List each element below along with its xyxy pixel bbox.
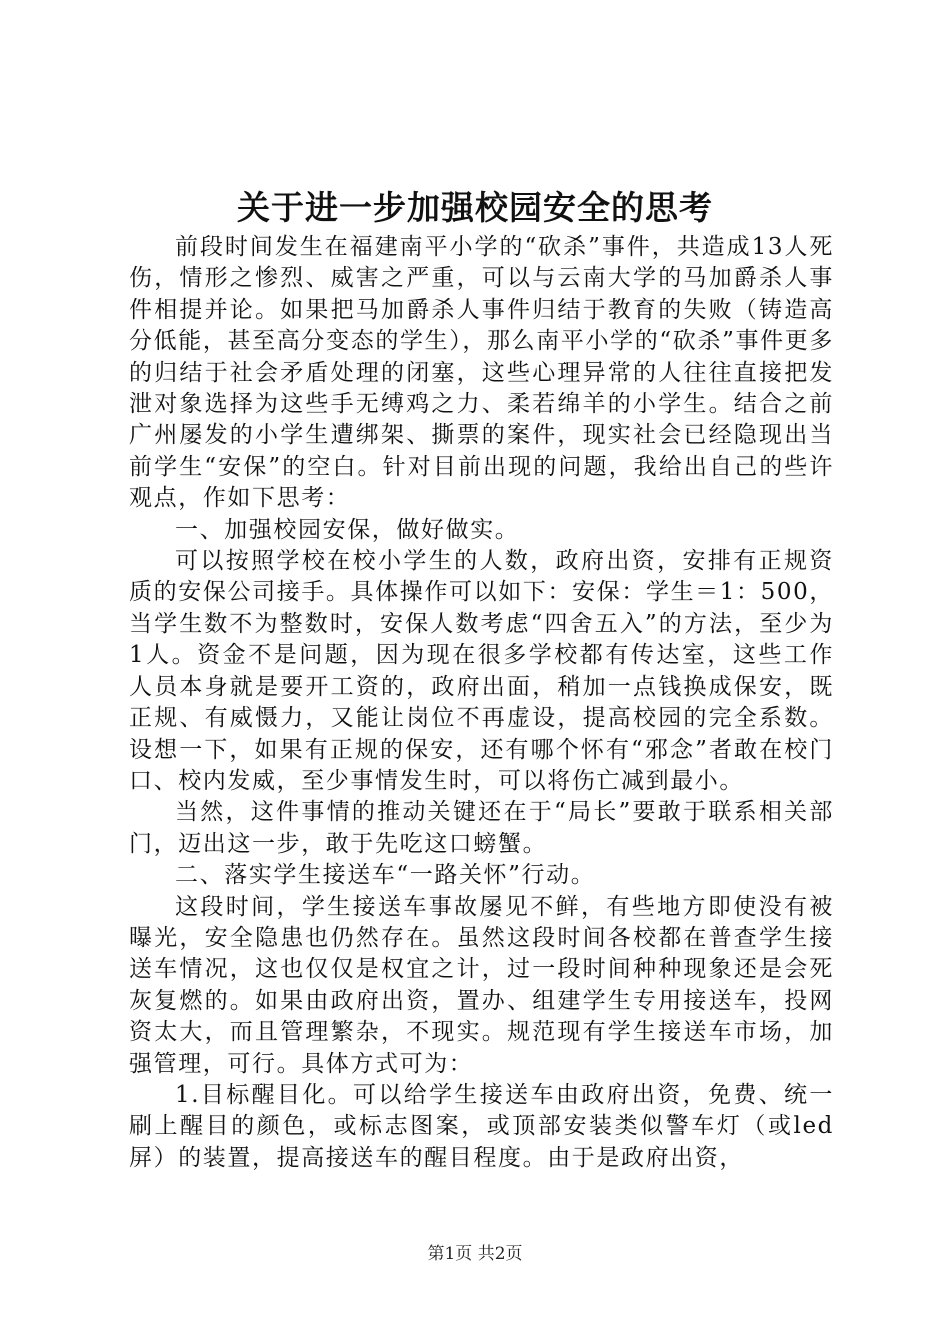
paragraph-security-note: 当然，这件事情的推动关键还在于“局长”要敢于联系相关部门，迈出这一步，敢于先吃这口螃蟹。 bbox=[129, 799, 834, 857]
paragraph-school-bus: 这段时间，学生接送车事故屡见不鲜，有些地方即使没有被曝光，安全隐患也仍然存在。虽然这段时间各校都在普查学生接送车情况，这也仅仅是权宜之计，过一段时间种种现象还是会死灰复燃的。如果由政府出资，置办、组建学生专用接送车，投网资太大，而且管理繁杂，不现实。规范现有学生接送车市场，加强管理，可行。具体方式可为： bbox=[129, 893, 834, 1077]
paragraph-security-plan: 可以按照学校在校小学生的人数，政府出资，安排有正规资质的安保公司接手。具体操作可以如下：安保：学生＝1：500，当学生数不为整数时，安保人数考虑“四舍五入”的方法，至少为1人。资金不是问题，因为现在很多学校都有传达室，这些工作人员本身就是要开工资的，政府出面，稍加一点钱换成保安，既正规、有威慑力，又能让岗位不再虚设，提高校园的完全系数。设想一下，如果有正规的保安，还有哪个怀有“邪念”者敢在校门口、校内发威，至少事情发生时，可以将伤亡减到最小。 bbox=[129, 548, 834, 794]
page-footer: 第1页 共2页 bbox=[427, 1244, 523, 1264]
paragraph-intro: 前段时间发生在福建南平小学的“砍杀”事件，共造成13人死伤，情形之惨烈、威害之严重，可以与云南大学的马加爵杀人事件相提并论。如果把马加爵杀人事件归结于教育的失败（铸造高分低能，甚至高分变态的学生），那么南平小学的“砍杀”事件更多的归结于社会矛盾处理的闭塞，这些心理异常的人往往直接把发泄对象选择为这些手无缚鸡之力、柔若绵羊的小学生。结合之前广州屡发的小学生遭绑架、撕票的案件，现实社会已经隐现出当前学生“安保”的空白。针对目前出现的问题，我给出自己的些许观点，作如下思考： bbox=[129, 234, 834, 512]
document-body bbox=[129, 232, 834, 1174]
section-heading-1: 一、加强校园安保，做好做实。 bbox=[175, 516, 520, 543]
section-heading-2: 二、落实学生接送车“一路关怀”行动。 bbox=[175, 862, 596, 889]
document-title: 关于进一步加强校园安全的思考 bbox=[237, 188, 713, 227]
paragraph-item-1: 1.目标醒目化。可以给学生接送车由政府出资，免费、统一刷上醒目的颜色，或标志图案，或顶部安装类似警车灯（或led屏）的装置，提高接送车的醒目程度。由于是政府出资， bbox=[129, 1081, 834, 1171]
